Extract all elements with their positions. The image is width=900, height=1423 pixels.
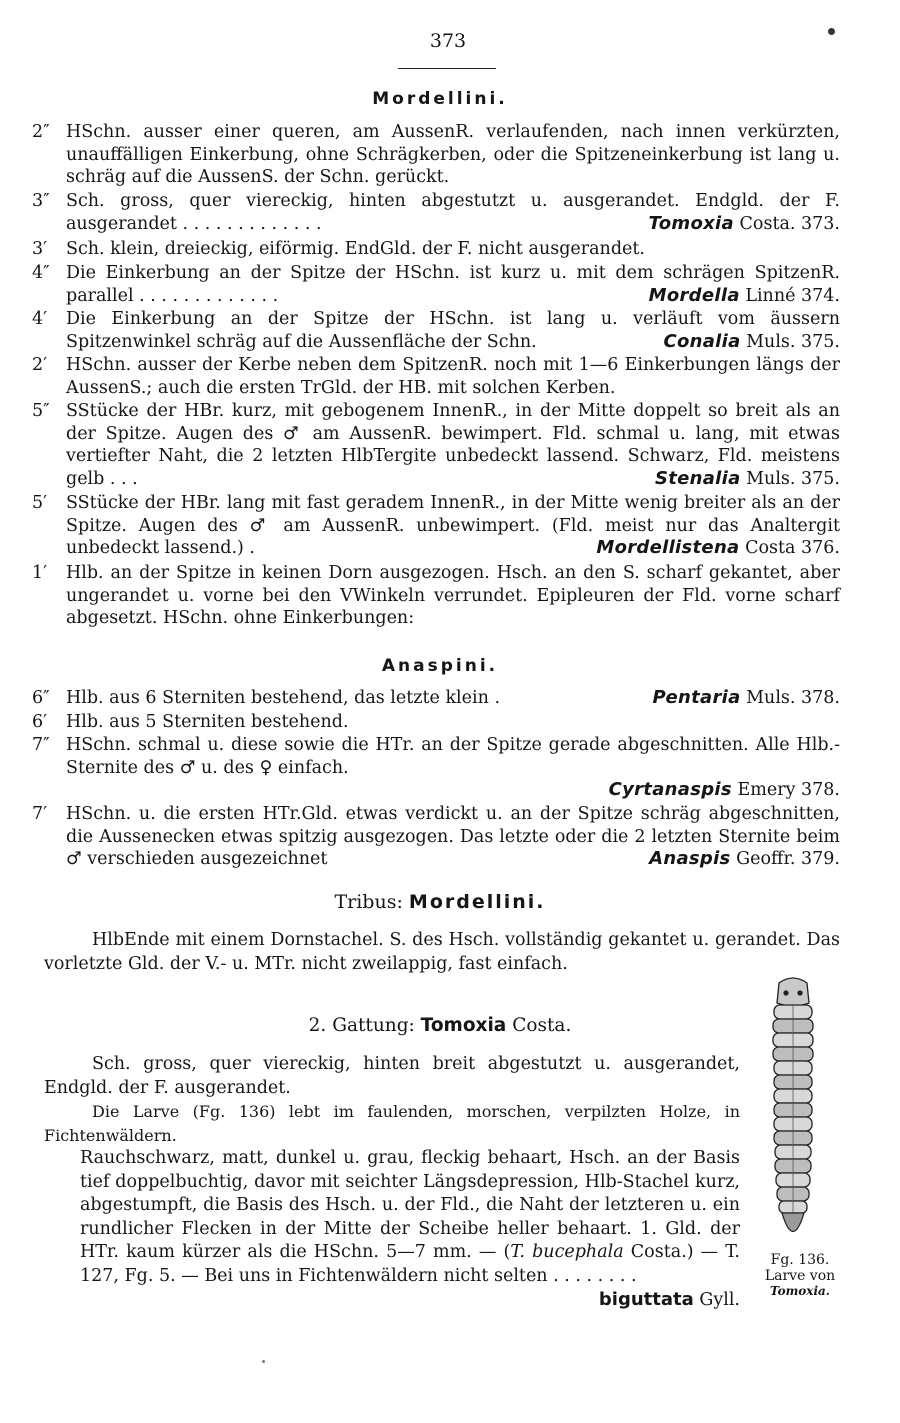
key-text: einfach. [277, 757, 349, 778]
key-entry [32, 492, 840, 560]
key-number: 6″ [32, 688, 50, 708]
genus-label: 2. Gattung: [308, 1015, 415, 1036]
genus-author: Muls. 375. [746, 331, 840, 352]
key-entry [32, 687, 840, 710]
genus-heading [0, 1015, 880, 1036]
key-text: Sch. klein, dreieckig, eiförmig. EndGld. der F. nicht ausgerandet. [66, 239, 645, 259]
key-text: Die Einkerbung an der Spitze der HSchn. ist kurz u. mit dem schrägen SpitzenR. parallel . . . . . . . . . . . . . [66, 263, 840, 306]
key-text: Hlb. aus 6 Sterniten bestehend, das letzte klein . [66, 688, 501, 708]
key-text: am AussenR. bewimpert. Fld. schmal u. lang, mit etwas vertiefter Naht, die 2 letzten HlbTergite unbedeckt lassend. Schwarz, Fld. meistens gelb . . . [66, 423, 840, 490]
genus-name: Anaspis [649, 848, 731, 870]
key-number: 5″ [32, 401, 50, 421]
genus-name: Stenalia [654, 468, 741, 490]
figure-taxon: Tomoxia. [770, 1284, 830, 1298]
genus-name: Cyrtanaspis [608, 779, 732, 801]
section-heading: Mordellini. [372, 89, 508, 109]
tribus-label: Tribus: [334, 891, 403, 913]
key-number: 6′ [32, 712, 48, 732]
male-symbol-icon: ♂ [283, 423, 303, 444]
tribus-text: HlbEnde mit einem Dornstachel. S. des Hsch. vollständig gekantet u. gerandet. Das vorletzte Gld. der V.- u. MTr. nicht zweilappig, fast einfach. [44, 930, 840, 974]
key-entry [32, 190, 840, 235]
male-symbol-icon: ♂ [179, 757, 196, 778]
genus-title-author: Costa. [512, 1015, 572, 1036]
female-symbol-icon: ♀ [259, 757, 273, 778]
key-text: HSchn. ausser der Kerbe neben dem SpitzenR. noch mit 1—6 Einkerbungen längs der AussenS.; auch die ersten TrGld. der HB. mit solchen Kerben. [66, 355, 840, 398]
key-text: u. des [200, 757, 254, 778]
key-entry [32, 711, 840, 734]
species-text: Rauchschwarz, matt, dunkel u. grau, fleckig behaart, Hsch. an der Basis tief doppelbuchtig, davor mit seichter Längsdepression, Hlb-Stachel kurz, abgestumpft, die Basis des Hsch. u. der Fld., die Naht der letzteren u. ein rundlicher Flecken in der Mitte der Scheibe heller behaart. 1. Gld. der HTr. kaum kürzer als die HSchn. 5—7 mm. — ( [80, 1148, 740, 1262]
key-text: Hlb. an der Spitze in keinen Dorn ausgezogen. Hsch. an den S. scharf gekantet, aber ungerandet u. vorne bei den VWinkeln verrundet. Epipleuren der Fld. vorne scharf abgesetzt. HSchn. ohne Einkerbungen: [66, 563, 840, 629]
ink-speck [262, 1360, 265, 1363]
genus-name: Mordella [648, 284, 740, 306]
key-entry [32, 262, 840, 307]
species-text: Costa.) — T. 127, Fg. 5. — Bei uns in Fichtenwäldern nicht selten . . . . . . . . [80, 1242, 740, 1286]
genus-text: Sch. gross, quer viereckig, hinten breit abgestutzt u. ausgerandet, Endgld. der F. ausgerandet. [44, 1054, 740, 1098]
key-number: 7″ [32, 735, 50, 755]
tribus-description [44, 929, 840, 976]
genus-description [44, 1053, 740, 1100]
key-number: 5′ [32, 493, 48, 513]
key-entry [32, 354, 840, 399]
key-entry [32, 308, 840, 353]
key-number: 2″ [32, 122, 50, 142]
male-symbol-icon: ♂ [249, 515, 272, 536]
species-author: Gyll. [699, 1290, 740, 1310]
key-number: 3″ [32, 191, 50, 211]
subsection-heading: Anaspini. [381, 656, 499, 676]
genus-author: Emery 378. [737, 780, 840, 801]
key-text: HSchn. u. die ersten HTr.Gld. etwas verdickt u. an der Spitze schräg abgeschnitten, die Aussenecken etwas spitzig ausgezogen. Das letzte oder die 2 letzten Sternite beim [66, 804, 840, 847]
genus-name: Mordellistena [596, 537, 740, 559]
key-number: 4″ [32, 263, 50, 283]
key-number: 1′ [32, 563, 48, 583]
figure-label: Fg. 136. [770, 1252, 830, 1268]
genus-author: Linné 374. [745, 285, 840, 306]
ink-speck [828, 28, 835, 35]
genus-name: Tomoxia [648, 212, 734, 234]
genus-title: Tomoxia [420, 1015, 507, 1036]
key-number: 2′ [32, 355, 48, 375]
species-description [80, 1147, 740, 1313]
key-text: verschieden ausgezeichnet [87, 849, 328, 870]
tribus-name: Mordellini. [408, 891, 546, 913]
species-synonym: T. bucephala [510, 1242, 624, 1262]
key-entry [32, 121, 840, 189]
male-symbol-icon: ♂ [66, 849, 82, 870]
key-text: HSchn. schmal u. diese sowie die HTr. an der Spitze gerade abgeschnitten. Alle Hlb.-Sternite des [66, 735, 840, 778]
key-entry [32, 734, 840, 802]
key-text: HSchn. ausser einer queren, am AussenR. verlaufenden, nach innen verkürzten, unauffälligen Einkerbung, ohne Schrägkerben, oder die Spitzeneinkerbung ist lang u. schräg auf die AussenS. der Schn. gerückt. [66, 122, 840, 188]
page-number: 373 [429, 30, 467, 52]
key-entry [32, 562, 840, 630]
page-number-rule [398, 68, 496, 69]
key-text: Sch. gross, quer viereckig, hinten abgestutzt u. ausgerandet. Endgld. der F. ausgerandet . . . . . . . . . . . . . [66, 191, 840, 234]
genus-author: Geoffr. 379. [736, 849, 840, 870]
genus-author: Costa 376. [745, 538, 840, 559]
key-text: SStücke der HBr. lang mit fast geradem InnenR., in der Mitte wenig breiter als an der Spitze. Augen des [66, 493, 840, 536]
key-entry [32, 400, 840, 491]
larva-illustration-icon [762, 975, 824, 1250]
genus-author: Muls. 378. [746, 688, 840, 708]
key-entry [32, 803, 840, 871]
genus-author: Muls. 375. [746, 469, 840, 490]
genus-author: Costa. 373. [739, 213, 840, 234]
key-text: SStücke der HBr. kurz, mit gebogenem InnenR., in der Mitte doppelt so breit als an der Spitze. Augen des [66, 401, 840, 444]
tribus-heading [0, 891, 880, 913]
key-number: 4′ [32, 309, 48, 329]
key-entry [32, 238, 840, 261]
species-name: biguttata [598, 1289, 694, 1310]
figure-caption-text: Larve von [764, 1267, 836, 1284]
figure-caption [752, 1253, 848, 1300]
key-number: 3′ [32, 239, 48, 259]
genus-name: Conalia [663, 330, 741, 352]
larva-text: Die Larve (Fg. 136) lebt im faulenden, morschen, verpilzten Holze, in Fichtenwäldern. [44, 1102, 740, 1145]
key-text: am AussenR. unbewimpert. (Fld. meist nur das Analtergit unbedeckt lassend.) . [66, 515, 840, 559]
larva-description [44, 1100, 740, 1147]
key-text: Hlb. aus 5 Sterniten bestehend. [66, 712, 349, 732]
genus-name: Pentaria [652, 687, 741, 708]
key-number: 7′ [32, 804, 48, 824]
key-text: Die Einkerbung an der Spitze der HSchn. ist lang u. verläuft vom äussern Spitzenwinkel schräg auf die Aussenfläche der Schn. [66, 309, 840, 352]
